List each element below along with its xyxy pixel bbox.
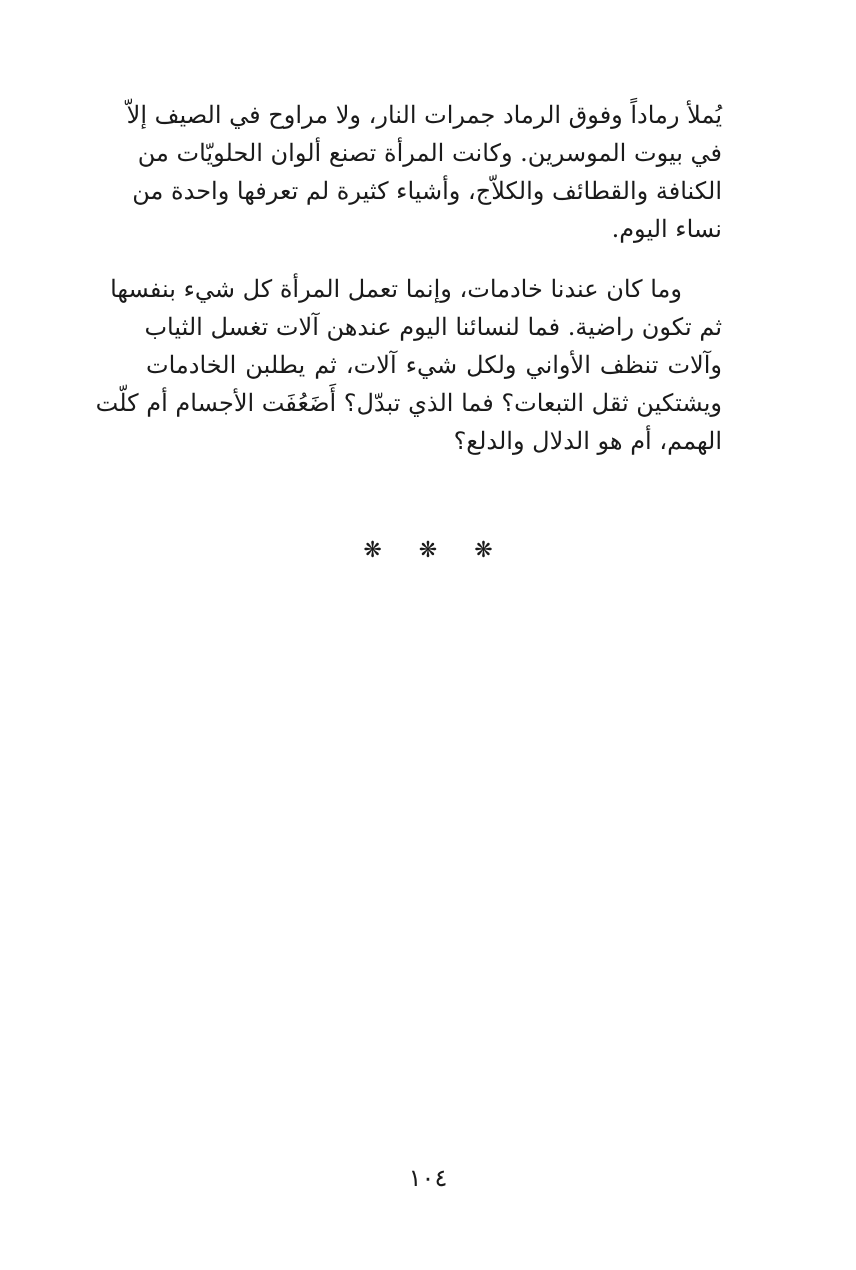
paragraph-1 — [126, 96, 722, 248]
text-line: نساء اليوم. — [611, 215, 722, 243]
text-line: وآلات تنظف الأواني ولكل شيء آلات، ثم يطلبن الخادمات — [146, 351, 722, 379]
paragraph-2 — [95, 270, 722, 460]
section-separator — [0, 538, 856, 563]
text-line: الهمم، أم هو الدلال والدلع؟ — [453, 427, 722, 455]
page-number: ١٠٤ — [408, 1164, 448, 1192]
page-body — [95, 96, 722, 460]
text-line: الكنافة والقطائف والكلاّج، وأشياء كثيرة لم تعرفها واحدة من — [132, 177, 722, 205]
text-line: يُملأ رماداً وفوق الرماد جمرات النار، ولا مراوح في الصيف إلاّ — [126, 101, 722, 129]
text-line: ويشتكين ثقل التبعات؟ فما الذي تبدّل؟ أَضَعُفَت الأجسام أم كلّت — [95, 389, 722, 417]
text-line: ثم تكون راضية. فما لنسائنا اليوم عندهن آلات تغسل الثياب — [144, 313, 722, 341]
text-line: وما كان عندنا خادمات، وإنما تعمل المرأة كل شيء بنفسها — [110, 275, 682, 303]
asterism-icon: ❋ — [363, 538, 382, 563]
text-line: في بيوت الموسرين. وكانت المرأة تصنع ألوان الحلويّات من — [137, 139, 722, 167]
asterism-icon: ❋ — [474, 538, 493, 563]
asterism-icon: ❋ — [418, 538, 438, 563]
